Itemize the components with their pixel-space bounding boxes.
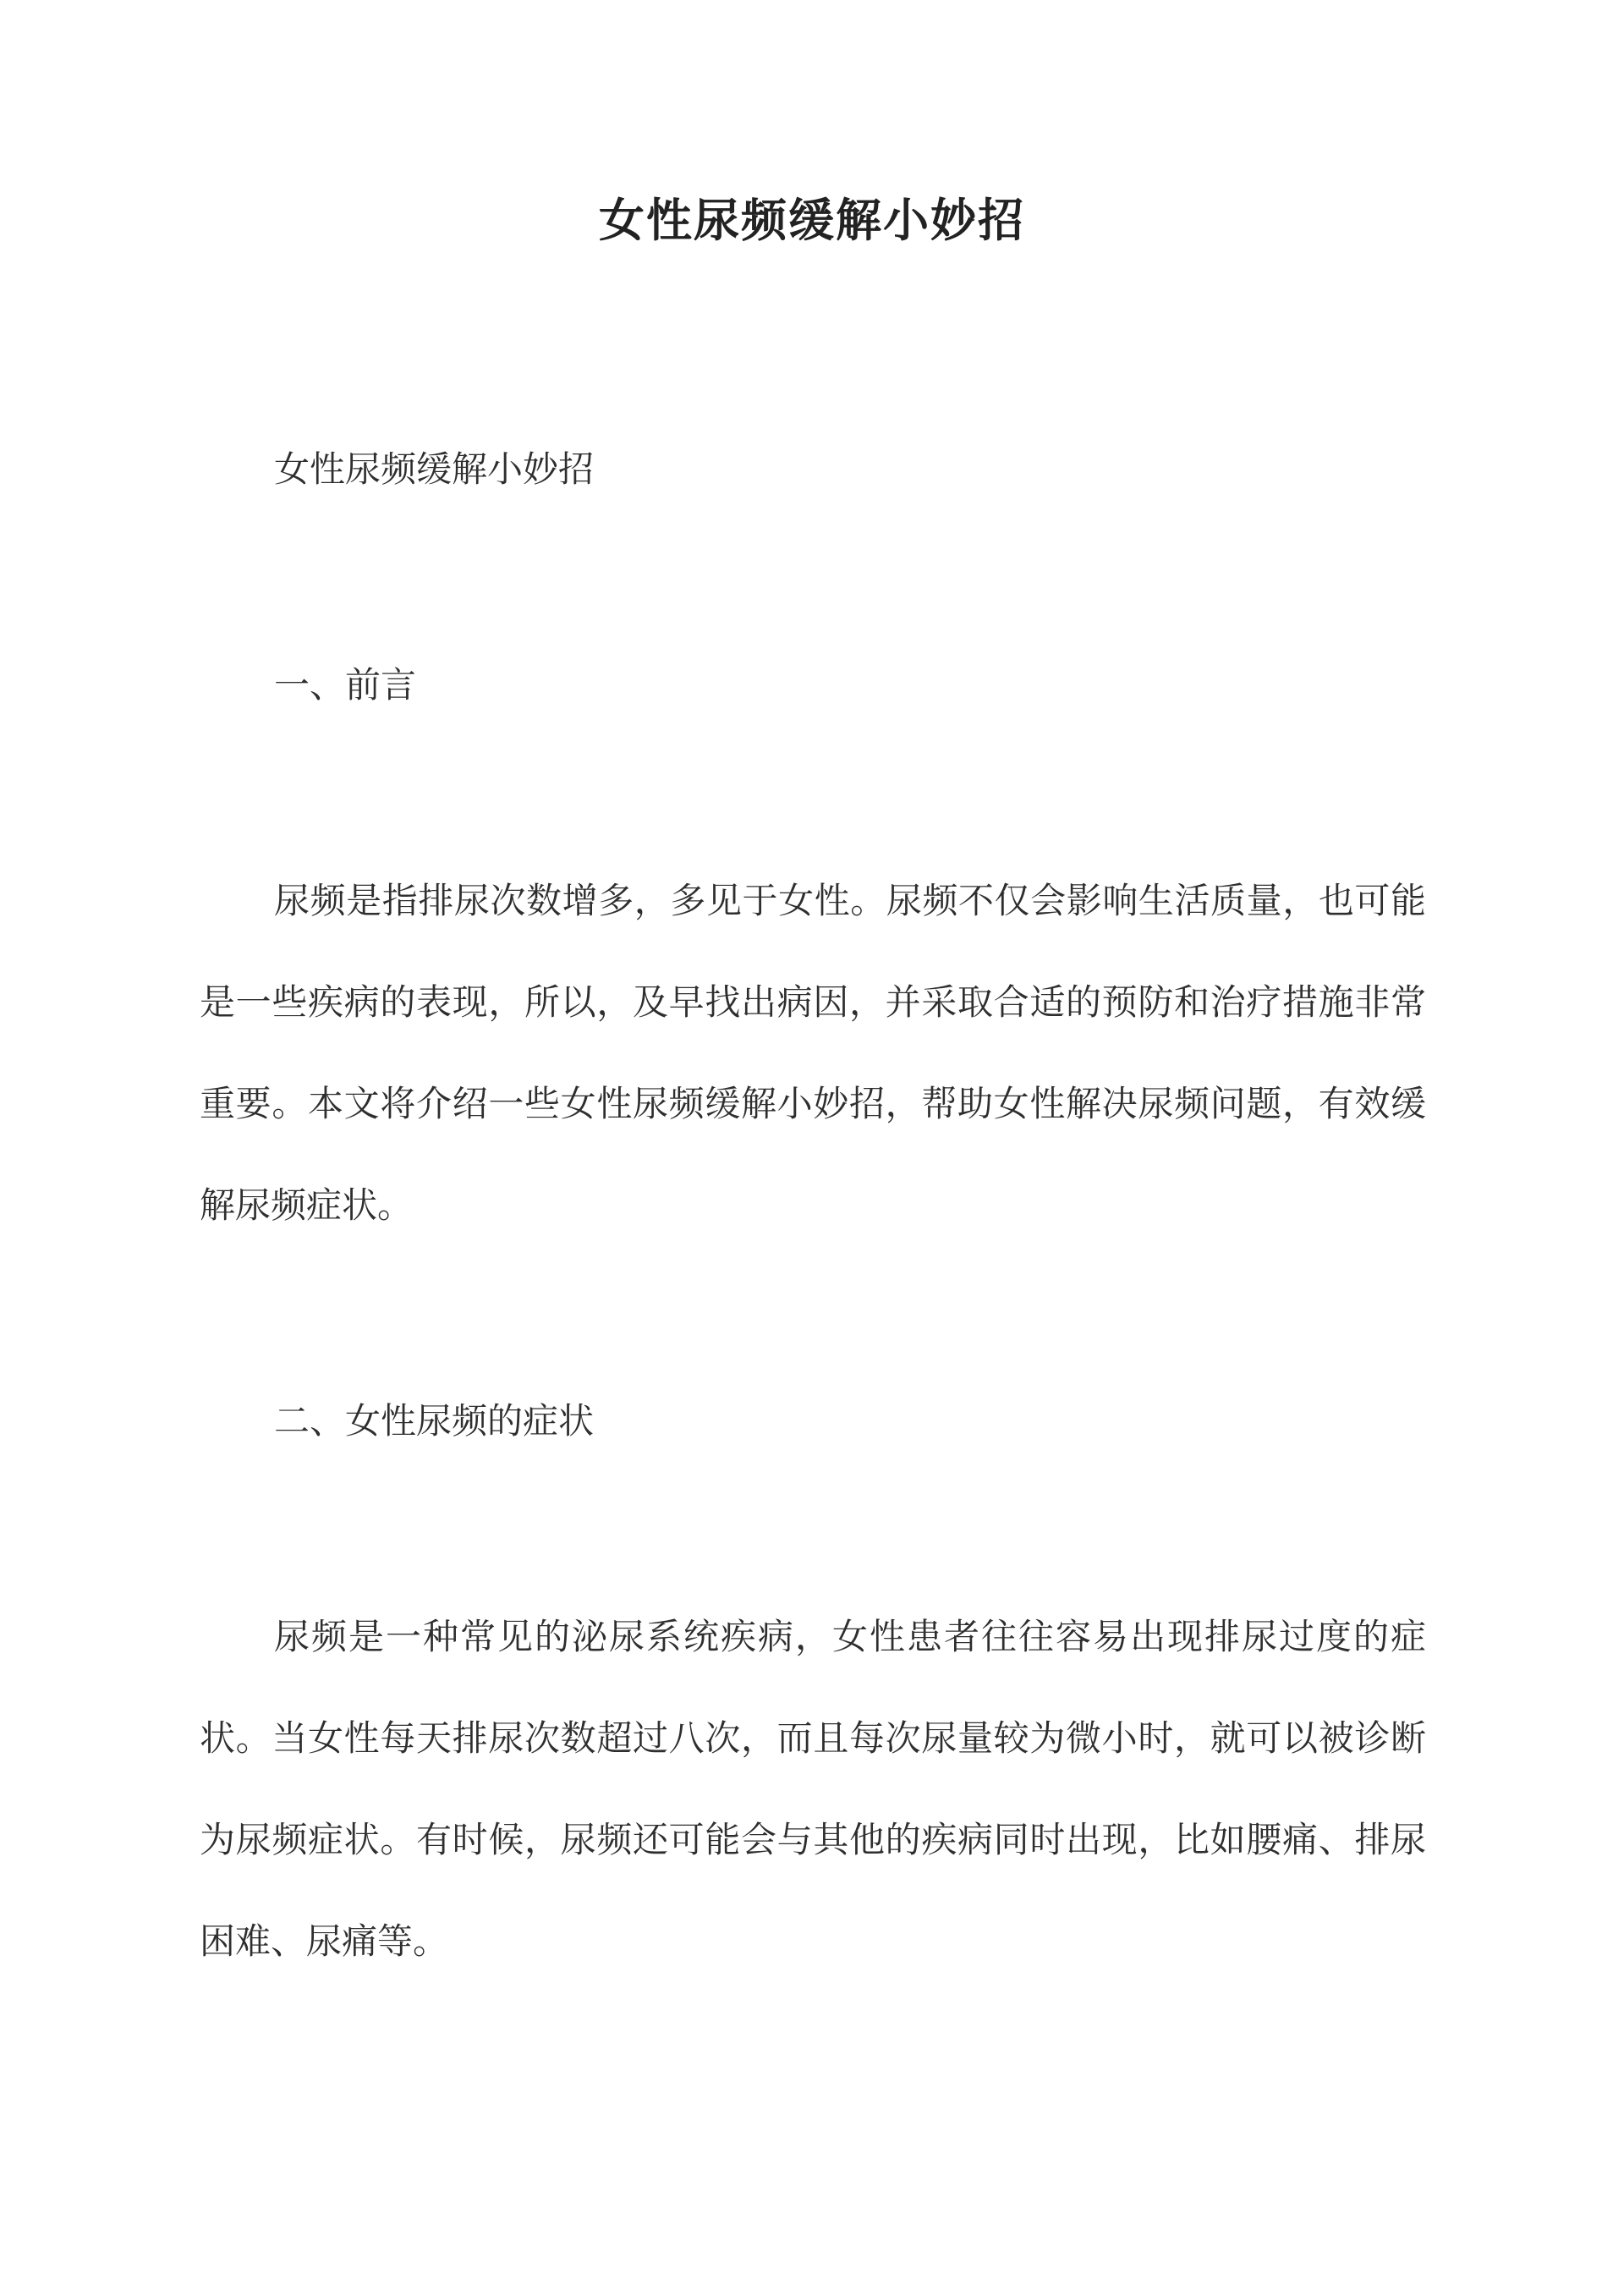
document-subtitle: 女性尿频缓解小妙招	[274, 448, 595, 490]
document-title: 女性尿频缓解小妙招	[599, 193, 1025, 247]
section-heading-symptoms: 二、女性尿频的症状	[274, 1400, 595, 1442]
section-heading-preface: 一、前言	[274, 664, 417, 706]
section-body-preface: 尿频是指排尿次数增多，多见于女性。尿频不仅会影响生活质量，也可能是一些疾病的表现，所以，及早找出病因，并采取合适的预防和治疗措施非常重要。本文将介绍一些女性尿频缓解小妙招，帮助女性解决尿频问题，有效缓解尿频症状。	[200, 880, 1426, 1226]
section-body-symptoms: 尿频是一种常见的泌尿系统疾病，女性患者往往容易出现排尿过度的症状。当女性每天排尿次数超过八次，而且每次尿量较为微小时，就可以被诊断为尿频症状。有时候，尿频还可能会与其他的疾病同时出现，比如腰痛、排尿困难、尿痛等。	[200, 1616, 1426, 1962]
